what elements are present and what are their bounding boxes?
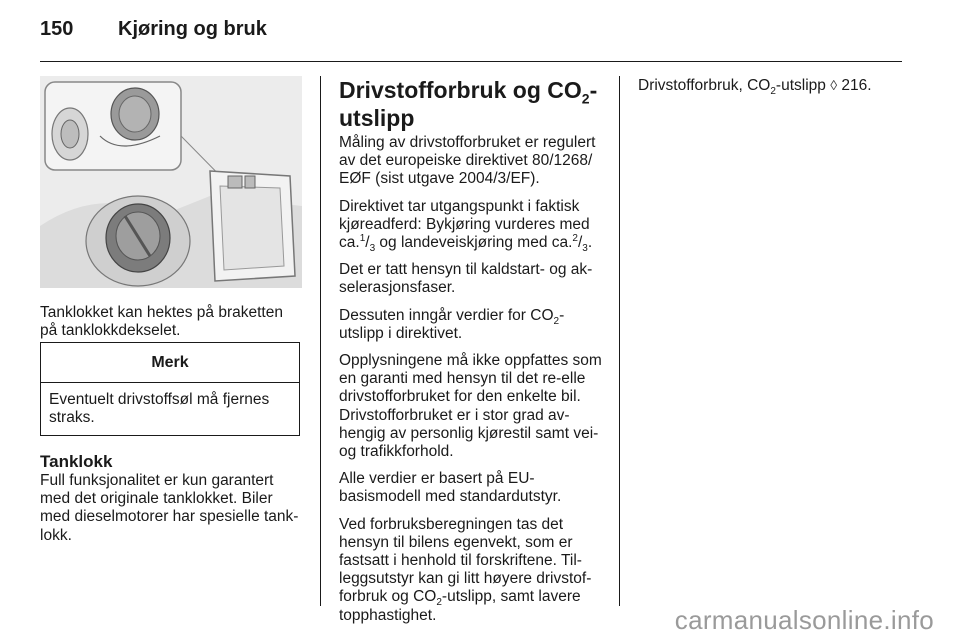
fuel-consumption-section [339, 76, 607, 634]
section-heading-co2: Drivstofforbruk og $CO_2$-utslipp [339, 77, 598, 131]
paragraph-7: Ved forbruksberegningen tas det hensyn til bilens egenvekt, som er fastsatt i henhold til forskriftene. Til-leggsutstyr kan gi litt høyere drivstof-forbruk og $CO_2$-utslipp, samt lavere topphastighet. [339, 515, 592, 624]
paragraph-3: Det er tatt hensyn til kaldstart- og ak-selerasjonsfaser. [339, 261, 593, 297]
note-text: Eventuelt drivstoffsøl må fjernes straks. [49, 391, 270, 427]
page-ref-arrow-icon: ◊ [830, 77, 838, 93]
section-heading: Tanklokk [40, 452, 113, 471]
column-divider-2 [619, 76, 620, 606]
column-divider-1 [320, 76, 321, 606]
section-text: Full funksjonalitet er kun garantert med det originale tanklokket. Biler med dieselmotorer har spesielle tank-lokk. [40, 472, 299, 544]
fuel-cap-illustration [40, 76, 302, 288]
note-box [40, 342, 300, 436]
paragraph-6: Alle verdier er basert på EU-basismodell med standardutstyr. [339, 470, 562, 506]
image-caption: Tanklokket kan hektes på braketten på tanklokkdekselet. [40, 304, 283, 340]
page-title: Kjøring og bruk [118, 18, 267, 40]
paragraph-5: Opplysningene må ikke oppfattes som en garanti med hensyn til det re-elle drivstofforbruket for den enkelte bil. Drivstofforbruket er i stor grad av-hengig av personlig kjørestil samt vei- og trafikkforhold. [339, 352, 602, 461]
page-header [40, 18, 267, 48]
cross-reference-block [638, 76, 900, 104]
note-heading: Merk [41, 343, 299, 383]
paragraph-4: Dessuten inngår verdier for $CO_2$-utslipp i direktivet. [339, 306, 565, 342]
header-rule [40, 61, 902, 62]
paragraph-2: Direktivet tar utgangspunkt i faktisk kjøreadferd: Bykjøring vurderes med $ca.^1/_3$ og landeveiskjøring med $ca.^2/_3$. [339, 197, 593, 255]
tanklokk-section [40, 452, 304, 554]
fuel-cap-drawing [40, 76, 302, 288]
paragraph-1: Måling av drivstofforbruket er regulert av det europeiske direktivet 80/1268/ EØF (sist utgave 2004/3/EF). [339, 134, 596, 188]
watermark: carmanualsonline.info [674, 605, 934, 635]
cross-reference[interactable]: Drivstofforbruk, $CO_2$-utslipp ◊ 216. [638, 77, 872, 98]
page-number: 150 [40, 18, 74, 40]
